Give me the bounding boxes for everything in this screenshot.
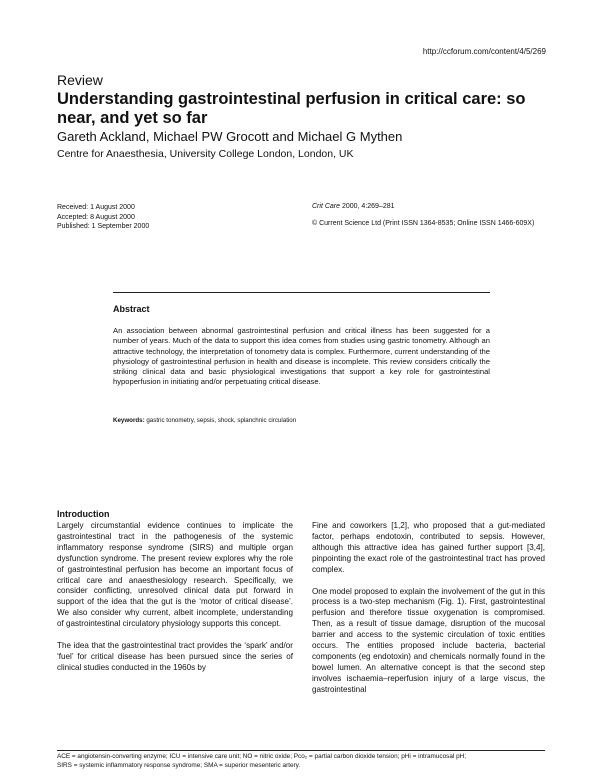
introduction-heading: Introduction [57, 509, 110, 519]
footnote-rule [57, 750, 545, 751]
accepted-date: Accepted: 8 August 2000 [57, 213, 135, 221]
article-type: Review [57, 72, 103, 88]
article-authors: Gareth Ackland, Michael PW Grocott and Michael G Mythen [57, 129, 403, 144]
footnote-line: ACE = angiotensin-converting enzyme; ICU = intensive care unit; NO = nitric oxide; Pco₂ = partial carbon dioxide tension; pHi = intramucosal pH; [57, 753, 467, 760]
citation-details: 2000, 4:269–281 [340, 203, 395, 210]
abbreviations-footnote [57, 752, 545, 770]
abstract-text: An association between abnormal gastrointestinal perfusion and critical illness has been suggested for a number of years. Much of the data to support this idea comes from studies using gastric tonometry. Although an attractive technology, the interpretation of tonometry data is complex. Furthermore, current understanding of the physiology of gastrointestinal perfusion in health and disease is incomplete. This review considers critically the striking clinical data and basic physiological investigations that support a key role for gastrointestinal hypoperfusion in initiating and/or perpetuating critical disease. [113, 326, 490, 387]
paragraph: Largely circumstantial evidence continues to implicate the gastrointestinal tract in the pathogenesis of the systemic inflammatory response syndrome (SIRS) and multiple organ dysfunction syndrome. The present review explores why the role of gastrointestinal perfusion has become an important focus of critical care and anaesthesiology research. Specifically, we consider conflicting, unresolved clinical data put forward in support of the idea that the gut is the ‘motor of critical disease’. We also consider why current, albeit incomplete, understanding of gastrointestinal circulatory physiology supports this concept. [57, 521, 293, 629]
paragraph: The idea that the gastrointestinal tract provides the ‘spark’ and/or ‘fuel’ for critical disease has been pursued since the series of clinical studies conducted in the 1960s by [57, 641, 293, 672]
keywords [113, 417, 490, 424]
copyright-notice: © Current Science Ltd (Print ISSN 1364-8535; Online ISSN 1466-609X) [312, 220, 535, 227]
journal-citation [312, 203, 395, 210]
paragraph: One model proposed to explain the involvement of the gut in this process is a two-step mechanism (Fig. 1). First, gastrointestinal perfusion and therefore tissue oxygenation is compromised. Then, as a result of tissue damage, disruption of the mucosal barrier and access to the systemic circulation of toxic entities occurs. The entities proposed include bacteria, bacterial components (eg endotoxin) and chemicals normally found in the bowel lumen. An alternative concept is that the second step involves ischaemia–reperfusion injury of a large viscus, the gastrointestinal [312, 586, 545, 694]
published-date: Published: 1 September 2000 [57, 223, 150, 230]
article-affiliation: Centre for Anaesthesia, University College London, London, UK [57, 148, 354, 160]
keywords-list: gastric tonometry, sepsis, shock, splanchnic circulation [144, 417, 297, 424]
right-column [312, 521, 545, 696]
publication-dates [57, 203, 149, 232]
article-url: http://ccforum.com/content/4/5/269 [422, 47, 546, 56]
article-title: Understanding gastrointestinal perfusion in critical care: so near, and yet so far [57, 90, 526, 127]
footnote-line: SIRS = systemic inflammatory response syndrome; SMA = superior mesenteric artery. [57, 762, 301, 769]
abstract-rule [113, 292, 490, 293]
received-date: Received: 1 August 2000 [57, 204, 135, 211]
paragraph: Fine and coworkers [1,2], who proposed that a gut-mediated factor, perhaps endotoxin, contributed to sepsis. However, although this attractive idea has gained further support [3,4], pinpointing the exact role of the gastrointestinal tract has proved complex. [312, 521, 545, 574]
journal-name: Crit Care [312, 203, 341, 210]
abstract-heading: Abstract [113, 304, 150, 314]
left-column [57, 521, 293, 674]
keywords-label: Keywords: [113, 417, 145, 424]
